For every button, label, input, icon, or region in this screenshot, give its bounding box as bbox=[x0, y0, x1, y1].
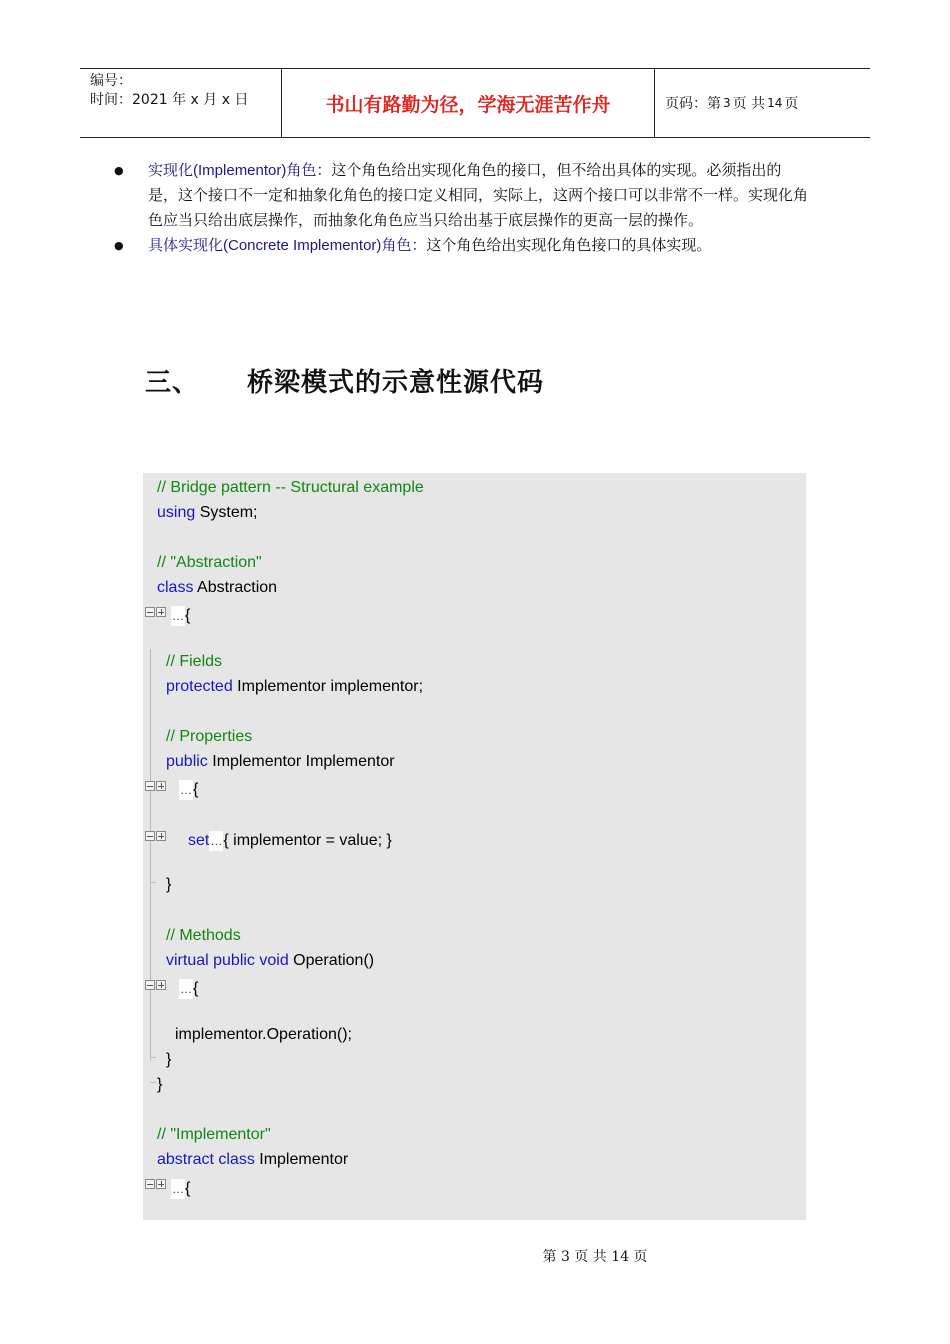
code-line: …{ bbox=[172, 607, 191, 624]
collapsed-region[interactable]: … bbox=[171, 1179, 185, 1199]
page-mid: 页 共 bbox=[732, 96, 766, 112]
code-block bbox=[143, 473, 806, 1220]
code-comment: // Bridge pattern -- Structural example bbox=[157, 479, 424, 496]
page-current: 3 bbox=[723, 96, 731, 110]
role-term: 实现化(Implementor)角色： bbox=[148, 161, 332, 179]
code-line: using System; bbox=[157, 504, 258, 521]
page-footer: 第 3 页 共 14 页 bbox=[542, 1249, 648, 1265]
code-line: } bbox=[166, 876, 172, 893]
collapsed-region[interactable]: … bbox=[179, 979, 193, 999]
code-comment: // Properties bbox=[166, 728, 253, 745]
section-heading bbox=[145, 362, 544, 399]
role-list bbox=[110, 158, 810, 258]
header-page-number bbox=[655, 69, 870, 137]
page-suffix: 页 bbox=[784, 96, 799, 112]
code-comment: // "Abstraction" bbox=[157, 554, 262, 571]
code-line: …{ bbox=[172, 1180, 191, 1197]
collapse-toggle-icon[interactable] bbox=[145, 980, 171, 994]
code-line: class Abstraction bbox=[157, 579, 278, 596]
time-label: 时间：2021 年 x 月 x 日 bbox=[90, 92, 249, 108]
fold-guide bbox=[150, 897, 151, 929]
collapse-toggle-icon[interactable] bbox=[145, 831, 171, 845]
list-item bbox=[110, 233, 810, 258]
fold-guide bbox=[150, 1082, 156, 1083]
code-line: protected Implementor implementor; bbox=[166, 678, 424, 695]
code-line: …{ bbox=[180, 781, 199, 798]
role-description: 这个角色给出实现化角色的接口，但不给出具体的实现。必须指出的是，这个接口不一定和抽象化角色的接口定义相同，实际上，这两个接口可以非常不一样。实现化角色应当只给出底层操作，而抽象化角色应当只给出基于底层操作的更高一层的操作。 bbox=[148, 161, 809, 229]
header-motto: 书山有路勤为径，学海无涯苦作舟 bbox=[282, 69, 655, 137]
list-item bbox=[110, 158, 810, 233]
collapsed-region[interactable]: … bbox=[171, 606, 185, 626]
code-comment: // "Implementor" bbox=[157, 1126, 271, 1143]
code-line: public Implementor Implementor bbox=[166, 753, 395, 770]
code-line: set…{ implementor = value; } bbox=[188, 832, 392, 849]
page-header bbox=[80, 68, 870, 138]
collapsed-region[interactable]: … bbox=[209, 831, 223, 851]
fold-guide bbox=[150, 1057, 156, 1058]
code-line: implementor.Operation(); bbox=[175, 1026, 352, 1043]
fold-guide bbox=[150, 798, 151, 830]
collapse-toggle-icon[interactable] bbox=[145, 1179, 171, 1193]
fold-guide bbox=[150, 882, 156, 883]
collapse-toggle-icon[interactable] bbox=[145, 781, 171, 795]
bullet-icon: ● bbox=[114, 164, 124, 177]
bullet-icon: ● bbox=[114, 239, 124, 252]
page-total: 14 bbox=[767, 96, 783, 110]
number-label: 编号： bbox=[90, 73, 132, 89]
section-number: 三、 bbox=[145, 368, 200, 398]
code-line: } bbox=[166, 1051, 172, 1068]
section-title: 桥梁模式的示意性源代码 bbox=[247, 368, 545, 398]
page-prefix: 页码：第 bbox=[665, 96, 721, 112]
code-line: } bbox=[157, 1076, 163, 1093]
code-line: …{ bbox=[180, 980, 199, 997]
code-line: abstract class Implementor bbox=[157, 1151, 349, 1168]
collapse-toggle-icon[interactable] bbox=[145, 607, 171, 621]
code-comment: // Fields bbox=[166, 653, 223, 670]
role-description: 这个角色给出实现化角色接口的具体实现。 bbox=[426, 236, 712, 254]
role-term: 具体实现化(Concrete Implementor)角色： bbox=[148, 236, 427, 254]
fold-guide bbox=[150, 649, 151, 1061]
header-meta bbox=[80, 69, 282, 137]
code-comment: // Methods bbox=[166, 927, 241, 944]
code-line: virtual public void Operation() bbox=[166, 952, 375, 969]
collapsed-region[interactable]: … bbox=[179, 780, 193, 800]
